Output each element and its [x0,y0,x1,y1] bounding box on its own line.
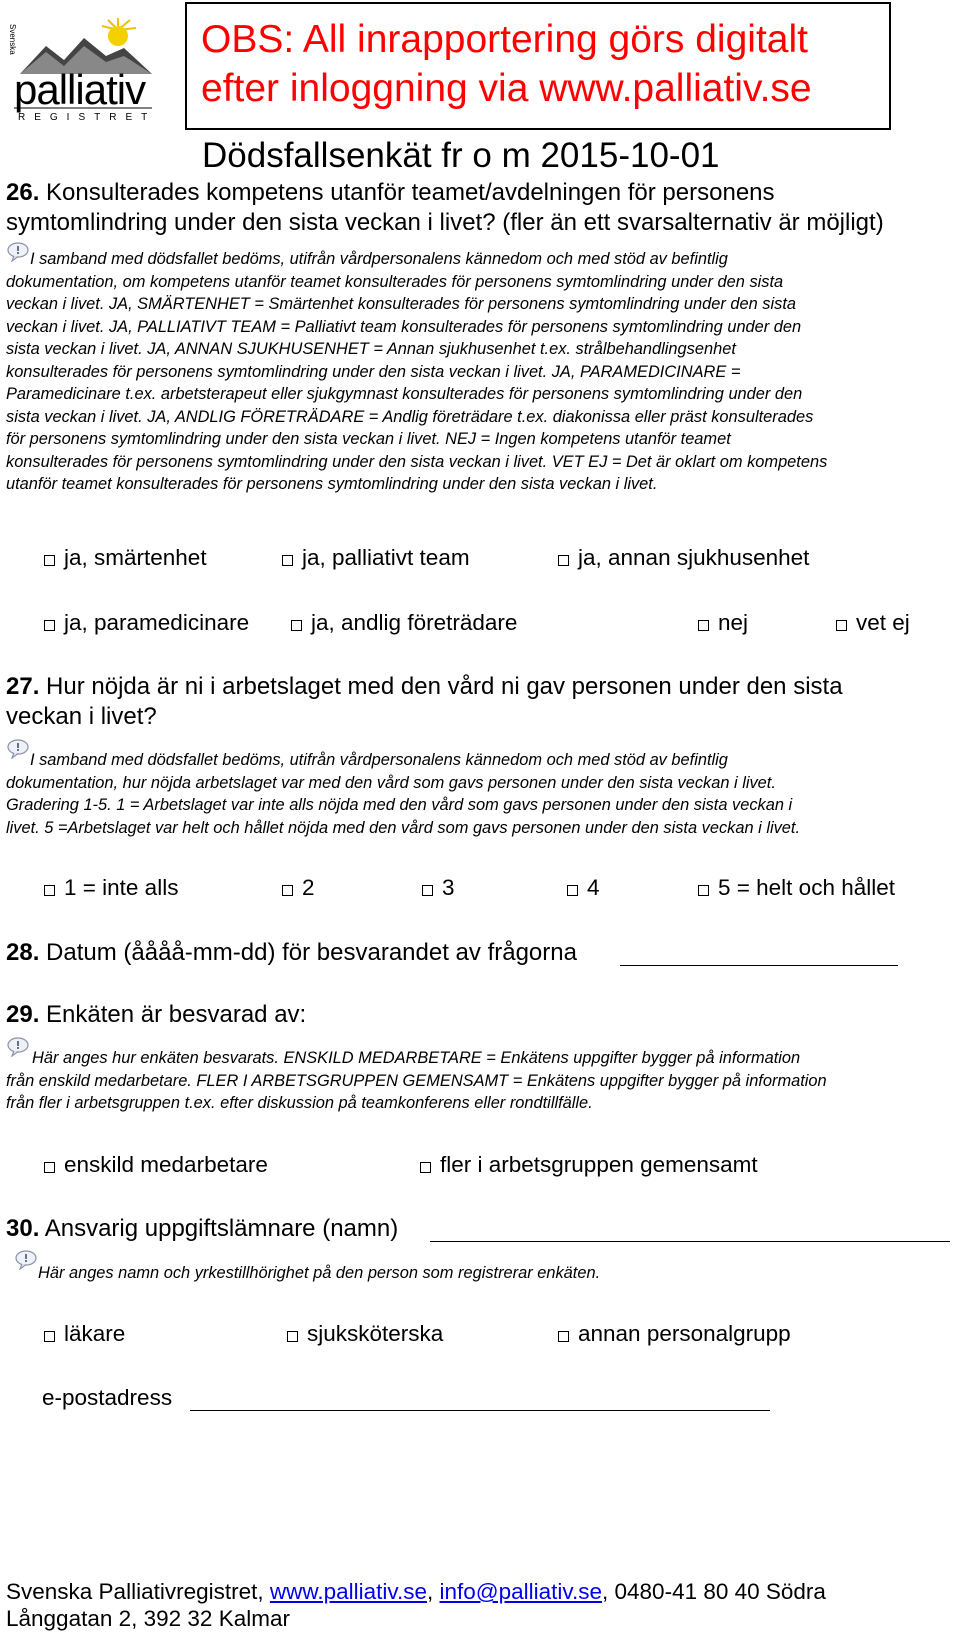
question-30 [6,1214,398,1244]
question-29 [6,1000,306,1030]
help-text: Här anges hur enkäten besvarats. ENSKILD MEDARBETARE = Enkätens uppgifter bygger på information från enskild medarbetare. FLER I ARBETSGRUPPEN GEMENSAMT = Enkätens uppgifter bygger på information från fler i arbetsgruppen t.ex. efter diskussion på teamkonferens eller rondtillfälle. [6,1049,827,1112]
option-ja-smartenhet[interactable] [44,545,207,571]
checkbox[interactable] [422,885,433,896]
option-4[interactable] [567,875,600,901]
checkbox[interactable] [698,620,709,631]
checkbox[interactable] [287,1331,298,1342]
question-text: Enkäten är besvarad av: [46,1001,307,1028]
help-text: I samband med dödsfallet bedöms, utifrån vårdpersonalens kännedom och med stöd av befintlig dokumentation, om kompetens utanför teamet konsulterades för personens symtomlindring under den sista veckan i livet. JA, SMÄRTENHET = Smärtenhet konsulterades för personens symtomlindring under den sista veckan i livet. JA, PALLIATIVT TEAM = Palliativt team konsulterades för personens symtomlindring under den sista veckan i livet. JA, ANNAN SJUKHUSENHET = Annan sjukhusenhet t.ex. strålbehandlingsenhet konsulterades för personens symtomlindring under den sista veckan i livet. JA, PARAMEDICINARE = Paramedicinare t.ex. arbetsterapeut eller sjukgymnast konsulterades för personens symtomlindring under den sista veckan i livet. JA, ANDLIG FÖRETRÄDARE = Andlig företrädare t.ex. diakonissa eller präst konsulterades för personens symtomlindring under den sista veckan i livet. NEJ = Ingen kompetens utanför teamet konsulterades för personens symtomlindring under den sista veckan i livet. VET EJ = Det är oklart om kompetens utanför teamet konsulterades för personens symtomlindring under den sista veckan i livet. [6,250,828,493]
option-enskild-medarbetare[interactable] [44,1152,268,1178]
email-answer-line[interactable] [190,1385,770,1411]
help-text: Här anges namn och yrkestillhörighet på den person som registrerar enkäten. [38,1264,601,1282]
option-label: ja, paramedicinare [64,610,250,635]
question-text-line1: Konsulterades kompetens utanför teamet/avdelningen för personens [46,179,775,206]
question-number: 28. [6,939,40,966]
footer-website-link[interactable]: www.palliativ.se [269,1579,427,1604]
option-label: sjuksköterska [307,1321,444,1346]
question-28 [6,938,577,968]
question-text: Ansvarig uppgiftslämnare (namn) [44,1215,399,1242]
help-text: I samband med dödsfallet bedöms, utifrån vårdpersonalens kännedom och med stöd av befintlig dokumentation, hur nöjda arbetslaget var med den vård som gavs personen under den sista veckan i livet. Gradering 1-5. 1 = Arbetslaget var inte alls nöjda med den vård som gavs personen under den sista veckan i livet. 5 =Arbetslaget var helt och hållet nöjda med den vård som gavs personen under den sista veckan i livet. [6,751,801,837]
footer-address-line2: Långgatan 2, 392 32 Kalmar [6,1606,290,1631]
option-ja-palliativt-team[interactable] [282,545,470,571]
help-text-29 [6,1047,960,1115]
palliativ-logo [6,12,156,122]
option-label: annan personalgrupp [578,1321,791,1346]
option-2[interactable] [282,875,315,901]
checkbox[interactable] [836,620,847,631]
svg-text:Svenska: Svenska [8,24,17,55]
checkbox[interactable] [291,620,302,631]
option-label: läkare [64,1321,126,1346]
banner-line-1: OBS: All inrapportering görs digitalt [201,18,808,61]
option-label: 3 [442,875,455,900]
question-number: 27. [6,673,40,700]
checkbox[interactable] [698,885,709,896]
option-label: 1 = inte alls [64,875,179,900]
footer-separator: , [427,1579,440,1604]
checkbox[interactable] [44,1162,55,1173]
question-text-line2: veckan i livet? [6,703,157,730]
option-label: nej [718,610,749,635]
help-text-26 [6,248,960,496]
svg-text:REGISTRET: REGISTRET [18,112,156,122]
checkbox[interactable] [558,1331,569,1342]
question-text: Datum (åååå-mm-dd) för besvarandet av frågorna [46,939,577,966]
option-ja-andlig-foretradare[interactable] [291,610,517,636]
banner-line-2: efter inloggning via www.palliativ.se [201,67,812,110]
option-label: vet ej [856,610,910,635]
help-text-30 [6,1262,960,1285]
question-number: 29. [6,1001,40,1028]
footer-org: Svenska Palliativregistret, [6,1579,270,1604]
option-label: fler i arbetsgruppen gemensamt [440,1152,758,1177]
option-label: ja, smärtenhet [64,545,207,570]
option-ja-annan-sjukhusenhet[interactable] [558,545,809,571]
option-label: ja, palliativt team [302,545,470,570]
checkbox[interactable] [282,555,293,566]
option-annan-personalgrupp[interactable] [558,1321,791,1347]
comment-note-icon[interactable] [6,1037,30,1057]
checkbox[interactable] [44,1331,55,1342]
checkbox[interactable] [44,885,55,896]
footer [6,1578,956,1632]
checkbox[interactable] [44,555,55,566]
option-5-helt-och-hallet[interactable] [698,875,895,901]
option-label: enskild medarbetare [64,1152,268,1177]
option-ja-paramedicinare[interactable] [44,610,249,636]
question-text-line1: Hur nöjda är ni i arbetslaget med den vård ni gav personen under den sista [46,673,843,700]
option-label: ja, annan sjukhusenhet [578,545,810,570]
checkbox[interactable] [282,885,293,896]
question-text-line2: symtomlindring under den sista veckan i livet? (fler än ett svarsalternativ är möjligt) [6,209,884,236]
page-title: Dödsfallsenkät fr o m 2015-10-01 [202,136,720,175]
option-3[interactable] [422,875,455,901]
help-text-27 [6,749,960,839]
checkbox[interactable] [567,885,578,896]
question-number: 30. [6,1215,40,1242]
checkbox[interactable] [420,1162,431,1173]
date-answer-line[interactable] [620,940,898,966]
option-sjukskoterska[interactable] [287,1321,443,1347]
svg-text:palliativ: palliativ [14,66,146,113]
question-27 [6,672,843,732]
option-1-inte-alls[interactable] [44,875,178,901]
comment-note-icon[interactable] [6,739,30,759]
option-label: 4 [587,875,600,900]
option-fler-i-arbetsgruppen[interactable] [420,1152,758,1178]
option-lakare[interactable] [44,1321,125,1347]
question-26 [6,178,884,238]
comment-note-icon[interactable] [6,242,30,262]
footer-email-link[interactable]: info@palliativ.se [439,1579,603,1604]
option-vet-ej[interactable] [836,610,910,636]
comment-note-icon[interactable] [14,1250,38,1270]
question-number: 26. [6,179,40,206]
checkbox[interactable] [558,555,569,566]
email-label: e-postadress [42,1385,173,1410]
option-nej[interactable] [698,610,748,636]
digital-reporting-banner [185,2,891,130]
option-label: 2 [302,875,315,900]
name-answer-line[interactable] [430,1216,950,1242]
footer-phone-address: , 0480-41 80 40 Södra [602,1579,826,1604]
checkbox[interactable] [44,620,55,631]
option-label: 5 = helt och hållet [718,875,896,900]
logo-graphic [6,12,156,122]
option-label: ja, andlig företrädare [311,610,518,635]
